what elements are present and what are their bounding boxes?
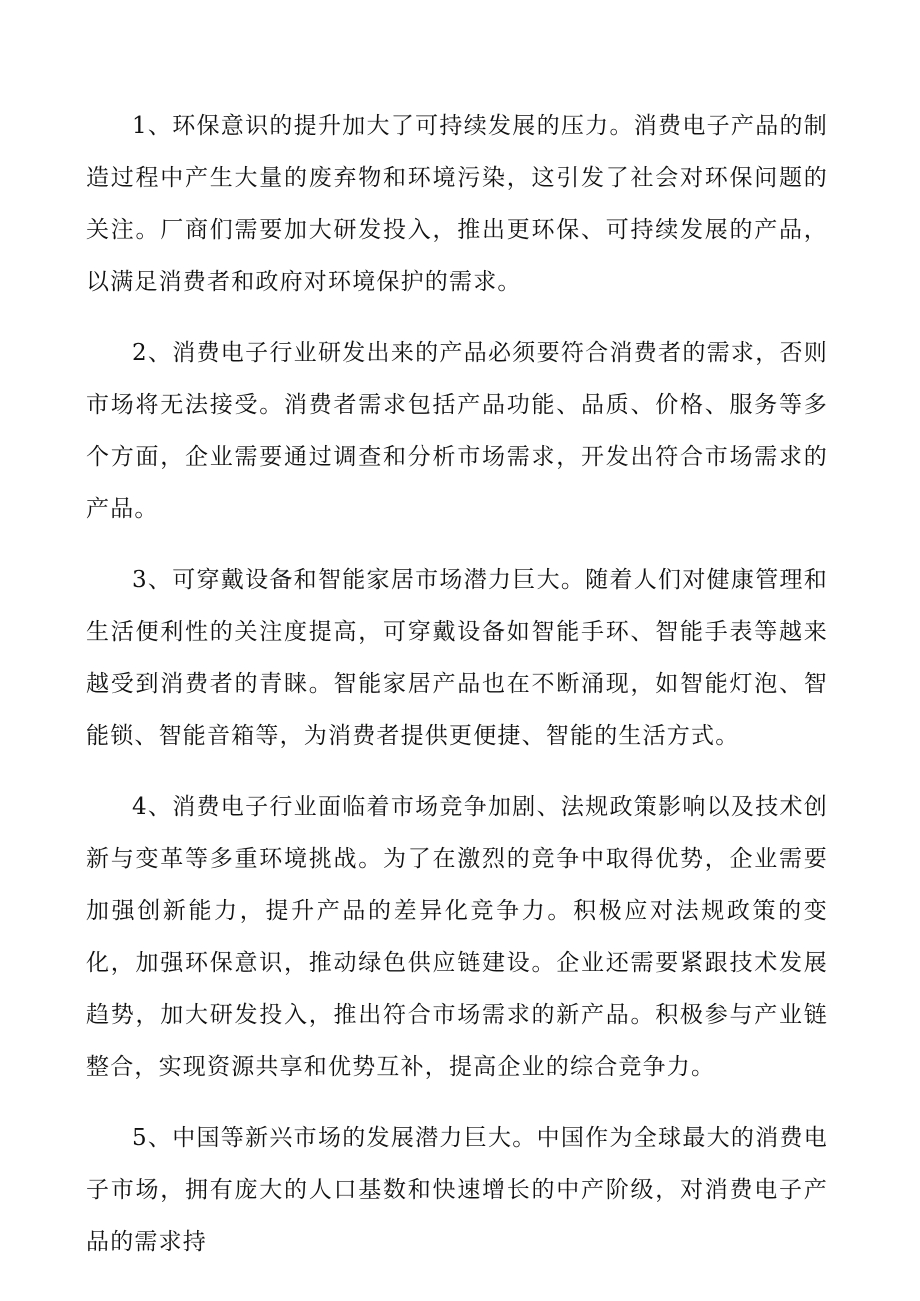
paragraph-5: 5、中国等新兴市场的发展潜力巨大。中国作为全球最大的消费电子市场，拥有庞大的人口基数和快速增长的中产阶级，对消费电子产品的需求持 bbox=[86, 1125, 828, 1255]
document-body bbox=[86, 100, 828, 1287]
paragraph-3: 3、可穿戴设备和智能家居市场潜力巨大。随着人们对健康管理和生活便利性的关注度提高，可穿戴设备如智能手环、智能手表等越来越受到消费者的青睐。智能家居产品也在不断涌现，如智能灯泡、智能锁、智能音箱等，为消费者提供更便捷、智能的生活方式。 bbox=[86, 567, 828, 749]
paragraph-2: 2、消费电子行业研发出来的产品必须要符合消费者的需求，否则市场将无法接受。消费者需求包括产品功能、品质、价格、服务等多个方面，企业需要通过调查和分析市场需求，开发出符合市场需求的产品。 bbox=[86, 340, 828, 522]
paragraph-1: 1、环保意识的提升加大了可持续发展的压力。消费电子产品的制造过程中产生大量的废弃物和环境污染，这引发了社会对环保问题的关注。厂商们需要加大研发投入，推出更环保、可持续发展的产品，以满足消费者和政府对环境保护的需求。 bbox=[86, 113, 828, 295]
paragraph-4: 4、消费电子行业面临着市场竞争加剧、法规政策影响以及技术创新与变革等多重环境挑战。为了在激烈的竞争中取得优势，企业需要加强创新能力，提升产品的差异化竞争力。积极应对法规政策的变化，加强环保意识，推动绿色供应链建设。企业还需要紧跟技术发展趋势，加大研发投入，推出符合市场需求的新产品。积极参与产业链整合，实现资源共享和优势互补，提高企业的综合竞争力。 bbox=[86, 794, 828, 1080]
